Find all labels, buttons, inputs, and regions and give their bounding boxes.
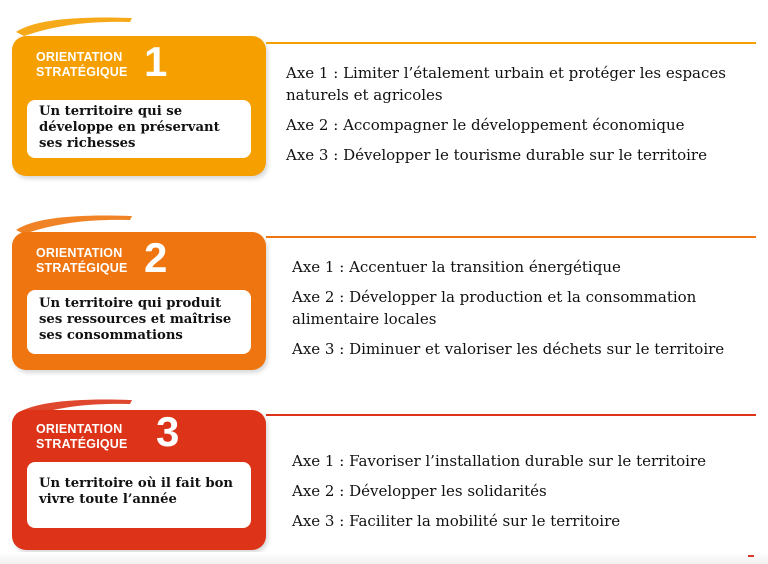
axis-item: Axe 3 : Développer le tourisme durable sur le territoire	[286, 146, 707, 164]
orientation-label-line2: STRATÉGIQUE	[36, 437, 128, 451]
divider-rule	[266, 414, 756, 416]
corner-mark-decoration	[748, 555, 754, 557]
orientation-1-section	[0, 0, 768, 185]
page-bottom-edge	[0, 552, 768, 564]
orientation-label	[36, 50, 128, 80]
divider-rule	[266, 42, 756, 44]
axes-list	[292, 450, 732, 540]
orientation-title: Un territoire où il fait bon vivre toute l’année	[27, 462, 251, 528]
axis-item: Axe 2 : Développer la production et la consommation alimentaire locales	[292, 288, 697, 328]
brush-stroke-decoration	[14, 12, 134, 38]
axes-list	[286, 62, 726, 174]
orientation-3-card	[12, 410, 266, 550]
axis-item: Axe 3 : Diminuer et valoriser les déchets sur le territoire	[292, 340, 725, 358]
axis-item: Axe 1 : Limiter l’étalement urbain et protéger les espaces naturels et agricoles	[286, 64, 726, 104]
axes-list	[292, 256, 732, 368]
orientation-label-line2: STRATÉGIQUE	[36, 65, 128, 79]
orientation-label	[36, 246, 128, 276]
orientation-title: Un territoire qui se développe en préservant ses richesses	[27, 100, 251, 158]
orientation-label	[36, 422, 128, 452]
orientation-number: 2	[144, 234, 168, 281]
orientation-label-line1: ORIENTATION	[36, 422, 123, 436]
orientation-1-card	[12, 36, 266, 176]
orientation-number: 1	[144, 38, 168, 85]
orientation-2-card	[12, 232, 266, 370]
axis-item: Axe 1 : Accentuer la transition énergétique	[292, 258, 621, 276]
orientation-label-line1: ORIENTATION	[36, 246, 123, 260]
axis-item: Axe 2 : Développer les solidarités	[292, 482, 547, 500]
orientation-3-section	[0, 380, 768, 552]
divider-rule	[266, 236, 756, 238]
orientation-number: 3	[156, 408, 180, 455]
orientation-label-line1: ORIENTATION	[36, 50, 123, 64]
orientation-label-line2: STRATÉGIQUE	[36, 261, 128, 275]
axis-item: Axe 2 : Accompagner le développement économique	[286, 116, 685, 134]
orientation-title: Un territoire qui produit ses ressources et maîtrise ses consommations	[27, 290, 251, 354]
axis-item: Axe 3 : Faciliter la mobilité sur le territoire	[292, 512, 621, 530]
axis-item: Axe 1 : Favoriser l’installation durable sur le territoire	[292, 452, 707, 470]
orientation-2-section	[0, 190, 768, 370]
